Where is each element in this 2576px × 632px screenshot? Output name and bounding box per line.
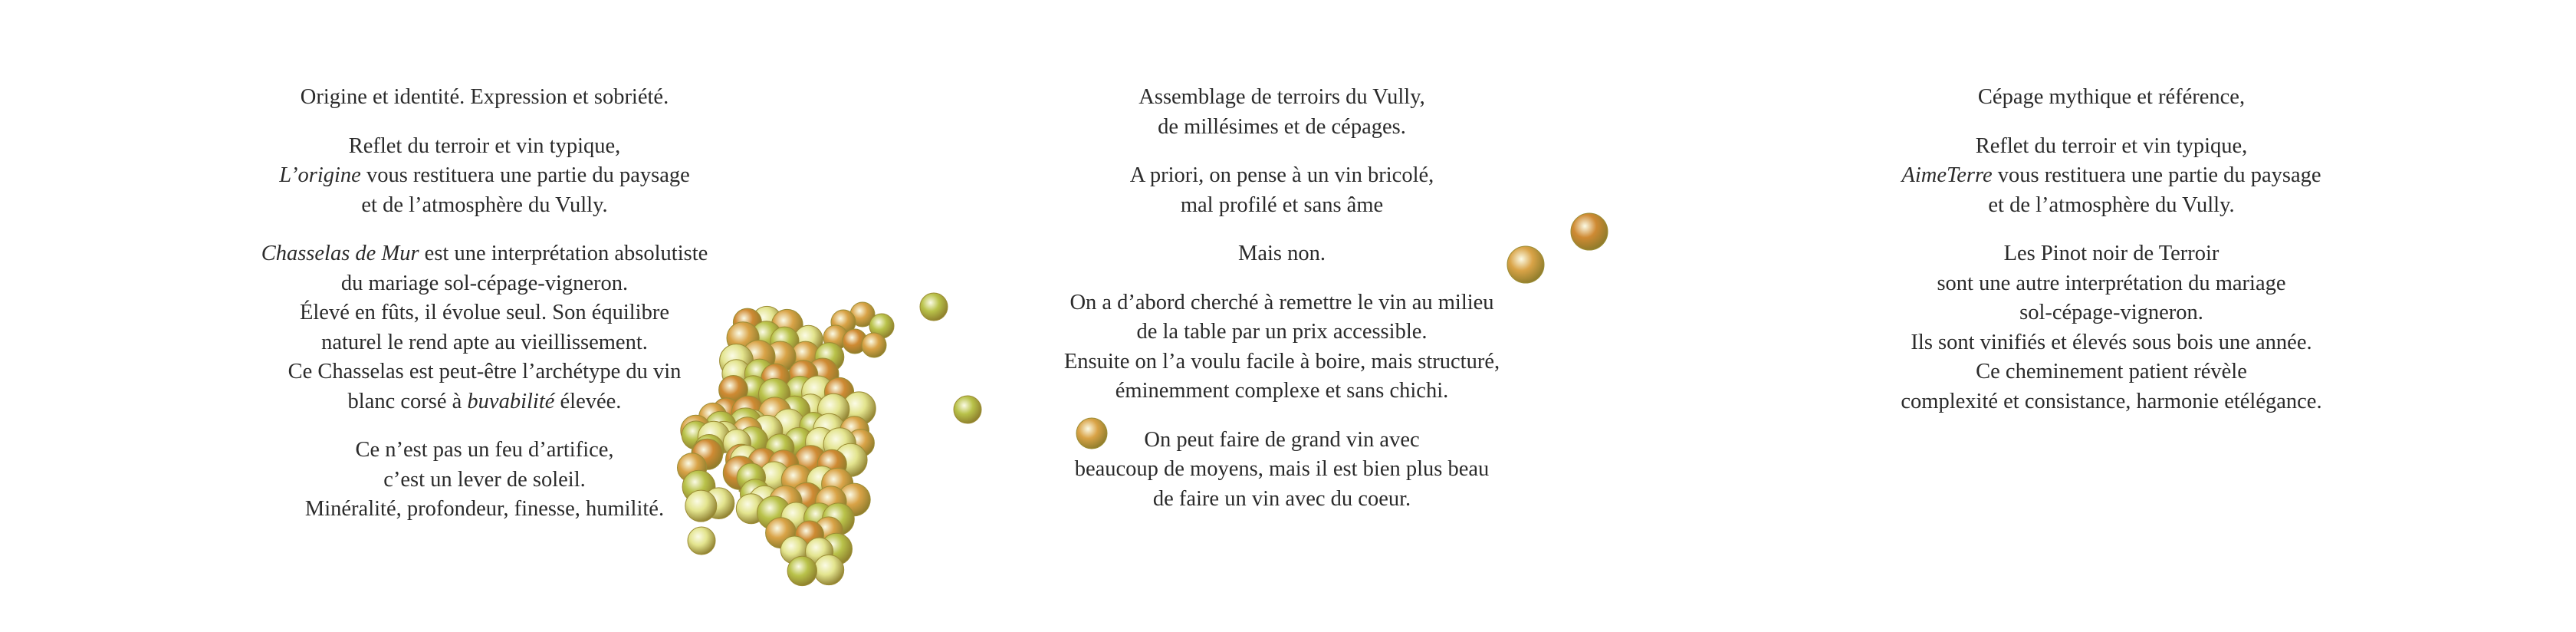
text-run: Ce n’est pas un feu d’artifice, [355,438,614,462]
text-run: A priori, on pense à un vin bricolé, [1129,163,1434,187]
italic-run: buvabilité [467,389,555,413]
text-run: complexité et consistance, harmonie etélégance. [1901,389,2322,413]
text-run: de la table par un prix accessible. [1136,320,1428,344]
text-run: c’est un lever de soleil. [383,467,586,492]
text-run: sol-cépage-vigneron. [2019,301,2203,324]
italic-run: L’origine [279,163,361,187]
grape-berry [688,527,715,555]
italic-run: AimeTerre [1901,163,1993,187]
text-run: Les Pinot noir de Terroir [2003,242,2220,265]
grape-berries [678,213,1608,586]
grape-berry [954,396,981,423]
text-run: sont une autre interprétation du mariage [1937,271,2286,295]
text-run: et de l’atmosphère du Vully. [361,193,608,217]
text-run: et de l’atmosphère du Vully. [1988,193,2235,217]
text-run: Mais non. [1238,242,1326,265]
grape-berry [685,490,717,522]
grape-berry [814,555,844,584]
text-run: Reflet du terroir et vin typique, [348,133,621,158]
text-run: Ce cheminement patient révèle [1976,360,2247,383]
grape-berry [920,293,948,321]
text-run: Reflet du terroir et vin typique, [1975,133,2248,158]
text-run: On a d’abord cherché à remettre le vin au milieu [1070,290,1494,314]
text-run: Ils sont vinifiés et élevés sous bois une année. [1911,330,2312,354]
grape-berry [1076,418,1107,449]
text-run: de faire un vin avec du coeur. [1152,486,1411,511]
text-run: Ensuite on l’a voulu facile à boire, mais structuré, [1063,349,1500,374]
grape-berry [862,333,886,357]
text-run: vous restituera une partie du paysage [1992,163,2321,187]
grape-berry [1507,246,1544,283]
text-run: de millésimes et de cépages. [1158,114,1406,139]
text-run: blanc corsé à [347,389,468,413]
text-run: éminemment complexe et sans chichi. [1115,379,1449,403]
text-run: Cépage mythique et référence, [1977,85,2246,109]
text-run: On peut faire de grand vin avec [1144,427,1420,452]
grape-berry [1571,213,1608,250]
text-run: beaucoup de moyens, mais il est bien plus beau [1074,457,1490,481]
text-run: du mariage sol-cépage-vigneron. [340,271,629,295]
grape-berry [787,556,816,585]
text-run: Minéralité, profondeur, finesse, humilité. [304,497,665,521]
italic-run: Chasselas de Mur [261,242,419,265]
text-run: Ce Chasselas est peut-être l’archétype du vin [288,360,682,383]
text-run: vous restituera une partie du paysage [360,163,690,187]
text-run: est une interprétation absolutiste [419,242,708,265]
text-run: Assemblage de terroirs du Vully, [1138,85,1425,109]
text-run: Origine et identité. Expression et sobriété. [300,85,669,109]
text-run: élevée. [554,389,622,413]
text-run: naturel le rend apte au vieillissement. [321,330,648,354]
text-run: Élevé en fûts, il évolue seul. Son équilibre [299,301,669,324]
text-run: mal profilé et sans âme [1180,193,1384,217]
